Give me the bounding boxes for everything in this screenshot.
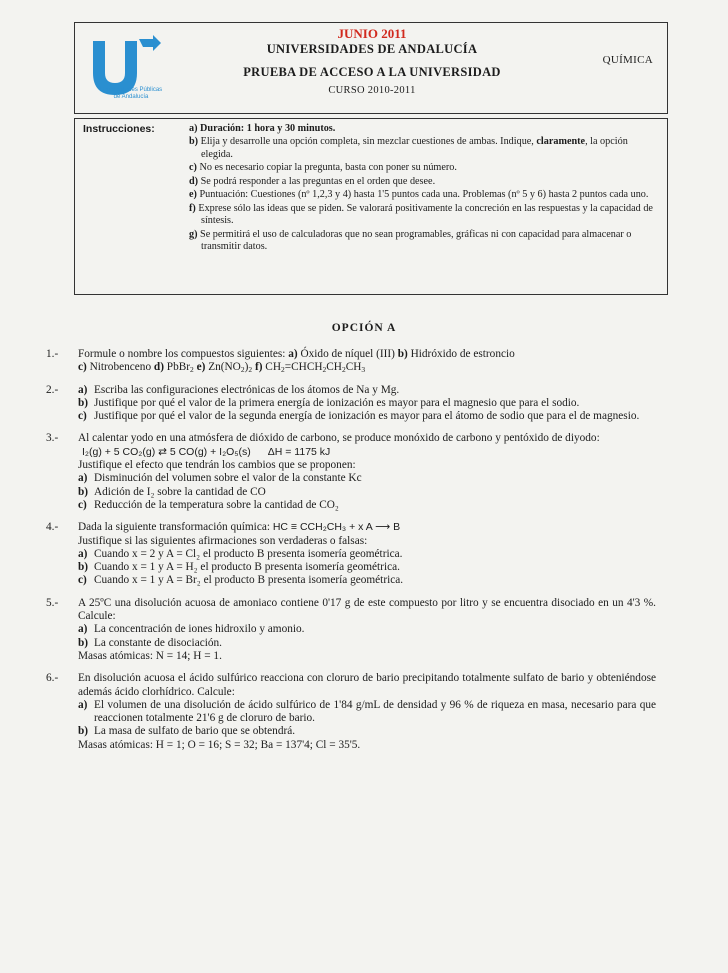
logo-caption-line-1: Universidades Públicas [99,87,163,93]
question-item [78,699,656,726]
instruction-text: Elija y desarrolle una opción completa, sin mezclar cuestiones de ambas. Indique, [200,136,537,148]
instruction-text: Duración: 1 hora y 30 minutos. [200,123,336,134]
item-label: c) [78,574,87,587]
instruction-item [189,162,659,175]
option-title: OPCIÓN A [331,322,397,334]
question-item [78,410,656,423]
subscript: 2 [240,365,245,375]
question-intro [78,521,656,534]
item-label: a) [78,472,88,485]
question-item [78,472,656,485]
question-item [78,637,656,650]
question-1-text-2 [78,361,656,374]
question-instruction: Justifique si las siguientes afirmaciones son verdaderas o falsas: [78,534,368,547]
question-3 [46,432,656,512]
item-text: CH [262,361,281,374]
question-number: 2.- [46,383,59,396]
subscript: 2 [322,365,327,375]
instruction-text: Exprese sólo las ideas que se piden. Se valorará positivamente la concreción en las respuestas y la capacidad de síntesis. [198,202,653,227]
atomic-masses: Masas atómicas: H = 1; O = 16; S = 32; Ba = 137'4; Cl = 35'5. [78,738,361,751]
questions [46,348,656,761]
instruction-text: Se podrá responder a las preguntas en el orden que desee. [200,175,436,187]
instruction-letter: f) [189,202,196,214]
instruction-item [189,203,659,228]
item-label: b) [78,561,89,574]
question-number: 5.- [46,596,59,609]
instruction-item [189,136,659,161]
question-5 [46,597,656,663]
logo-caption-line-2: de Andalucía [113,94,149,100]
question-item [78,623,656,636]
question-6 [46,672,656,752]
question-item [78,397,656,410]
question-instruction: Justifique el efecto que tendrán los cambios que se proponen: [78,459,356,472]
equilibrium-equation [78,446,656,459]
item-text: La masa de sulfato de bario que se obtendrá. [94,725,296,738]
item-label: c) [78,361,87,374]
item-text: Adición de I₂ sobre la cantidad de CO [94,485,266,498]
exam-title: PRUEBA DE ACCESO A LA UNIVERSIDAD [243,65,501,79]
item-label: b) [78,636,89,649]
item-text: Zn(NO [205,361,241,374]
item-label: a) [78,623,88,636]
item-label: b) [78,396,89,409]
question-2 [46,384,656,424]
instruction-text: Puntuación: Cuestiones (nº 1,2,3 y 4) hasta 1'5 puntos cada una. Problemas (nº 5 y 6) hasta 2 puntos cada uno. [199,189,649,201]
subscript: 3 [361,365,366,375]
instruction-letter: b) [189,136,199,148]
chemical-reaction: HC ≡ CCH₂CH₃ + x A ⟶ B [272,521,401,534]
item-text: Justifique por qué el valor de la segunda energía de ionización es mayor para el átomo de sodio que para el de magnesio. [94,410,640,423]
instruction-text-end: , la opción elegida. [201,136,628,160]
course-year: CURSO 2010-2011 [328,85,416,96]
item-text: La concentración de iones hidroxilo y amonio. [94,623,305,636]
question-item [78,561,656,574]
question-4 [46,521,656,587]
item-text: Hidróxido de estroncio [407,348,515,360]
chemical-equation: I₂(g) + 5 CO₂(g) ⇄ 5 CO(g) + I₂O₅(s) [82,445,251,458]
instruction-letter: d) [189,175,199,187]
item-label: c) [78,498,87,511]
item-label: e) [196,361,206,374]
subscript: 2 [190,365,194,375]
item-label: c) [78,410,87,423]
instructions-title: Instrucciones: [83,123,155,135]
question-number: 3.- [46,432,59,445]
question-item [78,486,656,499]
question-number: 6.- [46,672,59,685]
item-text: Cuando x = 2 y A = Cl₂ el producto B presenta isomería geométrica. [94,547,403,560]
item-text: Escriba las configuraciones electrónicas de los átomos de Na y Mg. [94,383,400,396]
item-label: b) [78,485,89,498]
instruction-item [189,229,659,254]
item-label: a) [78,547,88,560]
question-1-text [78,348,656,361]
item-label: a) [78,698,88,711]
question-intro: Al calentar yodo en una atmósfera de dióxido de carbono, se produce monóxido de carbono y pentóxido de diyodo: [78,432,600,445]
formula-part: CH [345,361,362,374]
question-intro: Formule o nombre los compuestos siguientes: [78,348,289,360]
question-intro-text: Dada la siguiente transformación química: [78,521,273,534]
item-text: Cuando x = 1 y A = Br₂ el producto B presenta isomería geométrica. [94,574,404,587]
subscript: 2 [281,365,285,375]
universities-title: UNIVERSIDADES DE ANDALUCÍA [266,42,478,56]
item-label: f) [254,361,263,374]
instructions-box [74,118,668,295]
atomic-masses: Masas atómicas: N = 14; H = 1. [78,649,222,662]
instruction-item [189,189,659,202]
item-label: a) [288,348,298,360]
item-text: El volumen de una disolución de ácido sulfúrico de 1'84 g/mL de densidad y 96 % de riqueza en masa, necesario para que reaccionen totalmente 21'6 g de cloruro de bario. [94,698,656,725]
item-label: b) [397,348,408,360]
question-number: 1.- [46,348,59,360]
instruction-letter: g) [189,228,198,240]
instruction-text: No es necesario copiar la pregunta, basta con poner su número. [199,162,457,174]
question-intro: A 25ºC una disolución acuosa de amoniaco contiene 0'17 g de este compuesto por litro y se encuentra disociado en un 4'3 %. Calcule: [78,596,656,623]
item-text: Óxido de níquel (III) [297,348,398,360]
instruction-item [189,176,659,189]
instruction-item [189,123,659,136]
instruction-letter: a) [189,123,198,134]
question-1 [46,348,656,375]
subscript: 2 [341,365,346,375]
item-text: Disminución del volumen sobre el valor de la constante Kc [94,472,362,485]
item-text: Nitrobenceno [86,361,154,374]
question-intro: En disolución acuosa el ácido sulfúrico reacciona con cloruro de bario precipitando totalmente sulfato de bario y obteniéndose además ácido clorhídrico. Calcule: [78,672,656,698]
question-number: 4.- [46,521,59,534]
subject-name: QUÍMICA [602,54,653,66]
header-box [74,22,668,114]
instruction-emphasis: claramente [536,136,586,148]
enthalpy-value: ΔH = 1175 kJ [267,445,331,458]
item-label: d) [153,361,164,374]
question-item [78,725,656,738]
item-label: b) [78,725,89,738]
item-label: a) [78,383,88,396]
item-text: PbBr [163,361,191,374]
formula-part: CH [326,361,342,374]
item-text: Justifique por qué el valor de la primera energía de ionización es mayor para el magnesio que para el sodio. [94,396,580,409]
instructions-list [189,123,659,255]
item-text: La constante de disociación. [94,636,222,649]
paren: ) [244,361,249,374]
exam-month: JUNIO 2011 [337,26,407,41]
subscript: 2 [248,365,253,375]
instruction-letter: e) [189,189,197,201]
question-item [78,499,656,512]
instruction-letter: c) [189,162,197,174]
item-text: Reducción de la temperatura sobre la cantidad de CO₂ [94,498,339,511]
question-item [78,384,656,397]
item-text: Cuando x = 1 y A = H₂ el producto B presenta isomería geométrica. [94,561,400,574]
instruction-text: Se permitirá el uso de calculadoras que no sean programables, gráficas ni con capacidad para almacenar o transmitir datos. [200,228,632,253]
question-item [78,574,656,587]
question-item [78,548,656,561]
formula-part: =CHCH [284,361,323,374]
